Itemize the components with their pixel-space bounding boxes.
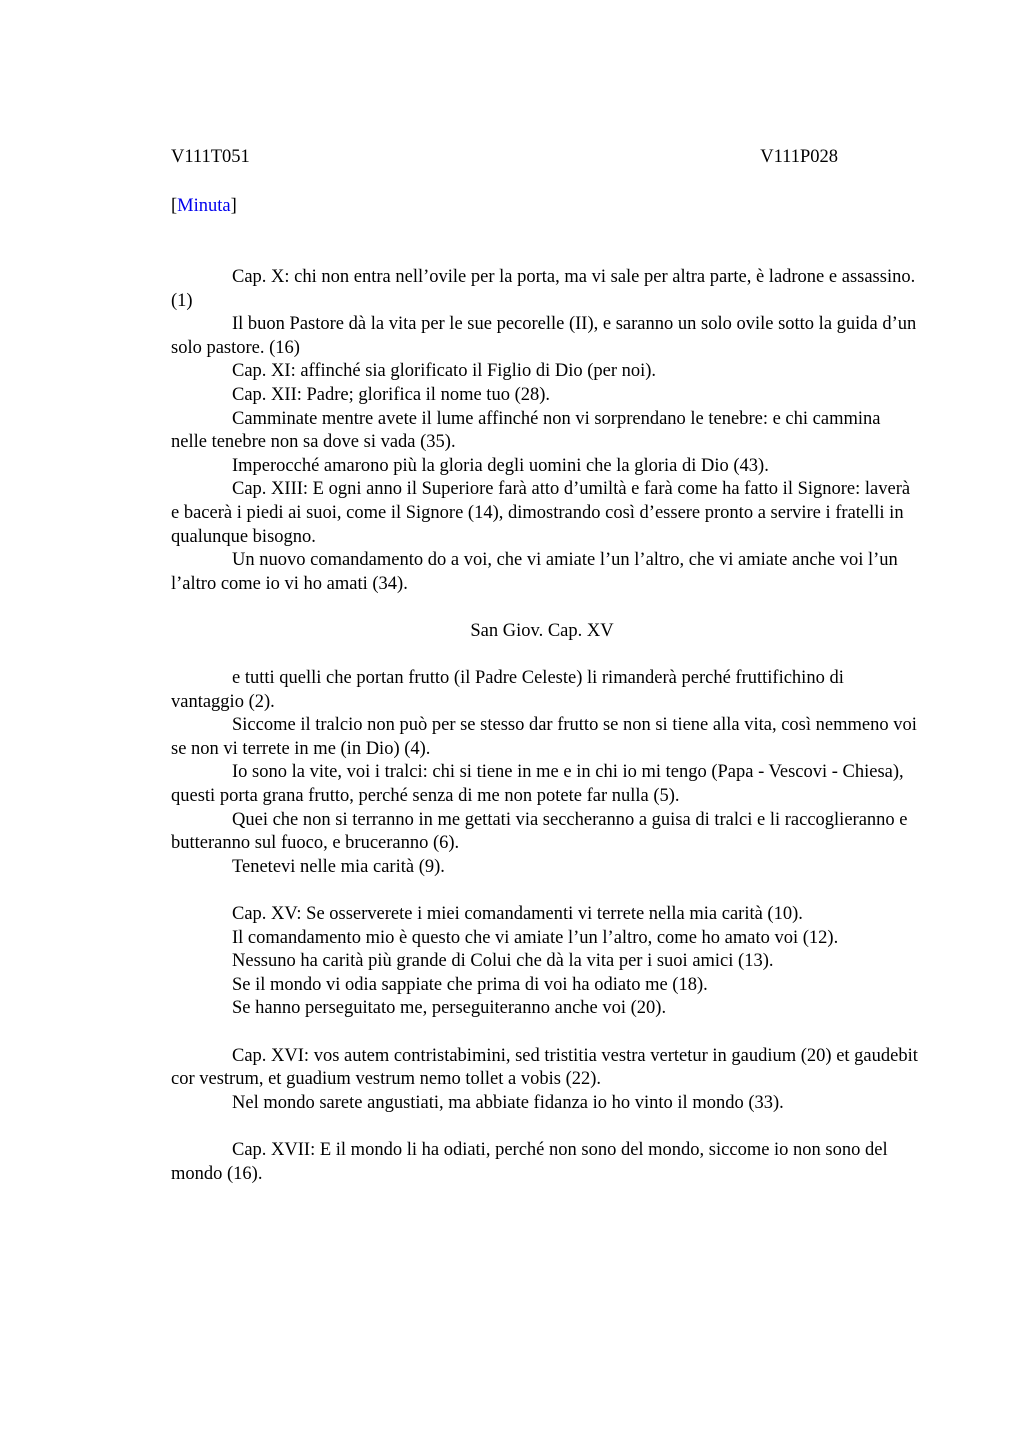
paragraph: Cap. XV: Se osserverete i miei comandamenti vi terrete nella mia carità (10). (232, 904, 803, 925)
paragraph: Cap. XI: affinché sia glorificato il Figlio di Dio (per noi). (232, 361, 657, 382)
document-code: V111T051 (171, 147, 250, 167)
paragraph: Nel mondo sarete angustiati, ma abbiate fidanza io ho vinto il mondo (33). (232, 1092, 784, 1113)
paragraph: Cap. XIII: E ogni anno il Superiore farà atto d’umiltà e farà come ha fatto il Signore: laverà e bacerà i piedi ai suoi, come il Signore (14), dimostrando così d’essere pronto a servire i fratelli in qualunque bisogno. (171, 479, 911, 547)
paragraph: Tenetevi nelle mia carità (9). (232, 856, 445, 877)
paragraph: Camminate mentre avete il lume affinché non vi sorprendano le tenebre: e chi cammina nelle tenebre non sa dove si vada (35). (171, 408, 881, 453)
bracket-open: [ (171, 196, 178, 216)
section-heading: San Giov. Cap. XV (470, 620, 614, 641)
paragraph: Imperocché amarono più la gloria degli uomini che la gloria di Dio (43). (232, 455, 769, 476)
page-header (171, 146, 921, 170)
paragraph: Siccome il tralcio non può per se stesso dar frutto se non si tiene alla vita, così nemmeno voi se non vi terrete in me (in Dio) (4). (171, 715, 917, 759)
paragraph: Cap. XII: Padre; glorifica il nome tuo (28). (232, 384, 551, 405)
page-code: V111P028 (760, 147, 838, 167)
paragraph: Nessuno ha carità più grande di Colui che dà la vita per i suoi amici (13). (232, 951, 774, 972)
paragraph: Io sono la vite, voi i tralci: chi si tiene in me e in chi io mi tengo (Papa - Vescovi - Chiesa), questi porta grana frutto, perché senza di me non potete far nulla (5). (171, 762, 904, 807)
paragraph: Se il mondo vi odia sappiate che prima di voi ha odiato me (18). (232, 974, 708, 995)
document-body (171, 266, 921, 1186)
paragraph: Quei che non si terranno in me gettati via seccheranno a guisa di tralci e li raccoglieranno e butteranno sul fuoco, e bruceranno (6). (171, 809, 908, 854)
bracket-close: ] (230, 196, 237, 216)
document-page (171, 146, 921, 1186)
paragraph: Cap. X: chi non entra nell’ovile per la porta, ma vi sale per altra parte, è ladrone e assassino.(1) (171, 267, 916, 311)
paragraph: Il buon Pastore dà la vita per le sue pecorelle (II), e saranno un solo ovile sotto la guida d’un solo pastore. (16) (171, 314, 917, 358)
paragraph: Un nuovo comandamento do a voi, che vi amiate l’un l’altro, che vi amiate anche voi l’un l’altro come io vi ho amati (34). (171, 550, 898, 594)
paragraph: Cap. XVI: vos autem contristabimini, sed tristitia vestra vertetur in gaudium (20) et gaudebit cor vestrum, et guadium vestrum nemo tollet a vobis (22). (171, 1045, 918, 1090)
paragraph: Se hanno perseguitato me, perseguiteranno anche voi (20). (232, 998, 667, 1019)
minuta-link[interactable]: Minuta (177, 196, 231, 216)
paragraph: Cap. XVII: E il mondo li ha odiati, perché non sono del mondo, siccome io non sono del mondo (16). (171, 1139, 888, 1184)
paragraph: e tutti quelli che portan frutto (il Padre Celeste) li rimanderà perché fruttifichino di vantaggio (2). (171, 668, 844, 712)
paragraph: Il comandamento mio è questo che vi amiate l’un l’altro, come ho amato voi (12). (232, 927, 839, 948)
minuta-tag (171, 195, 921, 219)
